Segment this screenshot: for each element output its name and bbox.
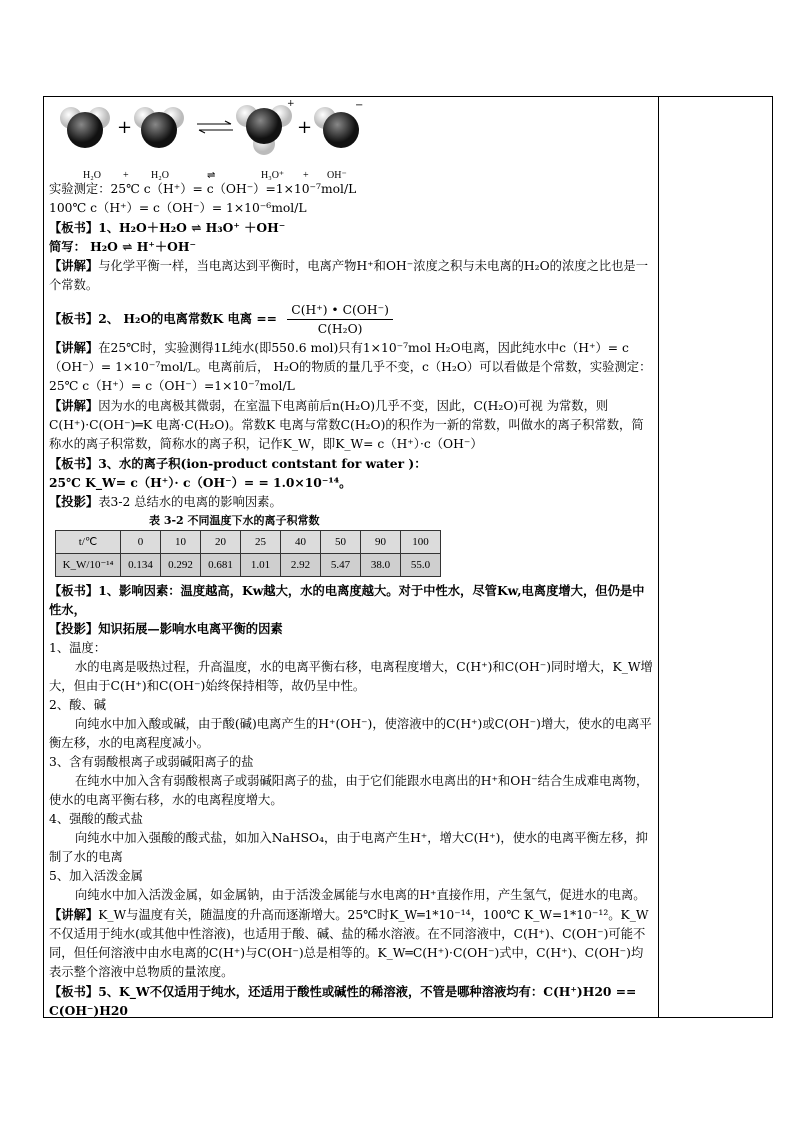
table-cell: 50 [321,531,361,554]
table-cell: 40 [281,531,321,554]
tag-lecture: 【讲解】 [49,907,99,922]
table-cell: 1.01 [241,554,281,577]
tag-projection: 【投影】 [49,621,99,636]
tag-board: 【板书】 [49,456,99,471]
knowledge-extension-title: 知识拓展—影响水电离平衡的因素 [98,621,283,636]
svg-text:+: + [287,99,295,109]
label-h2o-1: H₂O [83,170,101,181]
factor-heading-2: 2、酸、碱 [49,698,107,712]
lecture-text-2: 在25℃时，实验测得1L纯水(即550.6 mol)只有1×10⁻⁷mol H₂O电离，因此纯水中c（H⁺）= c（OH⁻）= 1×10⁻⁷mol/L。电离前后， H₂O的物质的量几乎不变，c（H₂O）可以看做是个常数，实验测定：25℃ c（H⁺）= c（OH⁻）=1×10⁻⁷mol/L [49,341,652,393]
table-cell: 20 [201,531,241,554]
factor-text-2: 向纯水中加入酸或碱，由于酸(碱)电离产生的H⁺(OH⁻)，使溶液中的C(H⁺)或C(OH⁻)增大，使水的电离平衡左移，水的电离程度减小。 [49,717,652,750]
table-cell: 2.92 [281,554,321,577]
table-cell: 100 [401,531,441,554]
lecture-note-2 [49,338,655,396]
lecture-text-1: 与化学平衡一样，当电离达到平衡时，电离产物H⁺和OH⁻浓度之积与未电离的H₂O的浓度之比也是一个常数。 [49,259,649,292]
label-plus-2: + [303,170,309,181]
equilibrium-arrow-icon [195,120,235,134]
fraction-denominator: C(H₂O) [317,322,363,336]
factor-text-5: 向纯水中加入活泼金属，如金属钠，由于活泼金属能与水电离的H⁺直接作用，产生氢气，促进水的电离。 [75,888,646,902]
table-cell: 10 [161,531,201,554]
table-cell: 0.681 [201,554,241,577]
lecture-note-1 [49,256,655,295]
ionization-constant-fraction [287,301,393,338]
ion-product-value: 25℃ K_W= c（H⁺）· c（OH⁻）= = 1.0×10⁻¹⁴。 [49,475,352,490]
table-cell: 55.0 [401,554,441,577]
table-row-label: K_W/10⁻¹⁴ [56,554,121,577]
equation-full: 1、H₂O＋H₂O ⇌ H₃O⁺ ＋OH⁻ [98,220,286,235]
table-header-row [56,531,441,554]
factor-text-1: 水的电离是吸热过程，升高温度，水的电离平衡右移，电离程度增大，C(H⁺)和C(OH⁻)同时增大，K_W增大，但由于C(H⁺)和C(OH⁻)始终保持相等，故仍呈中性。 [49,660,653,693]
table-caption: 表 3-2 不同温度下水的离子积常数 [149,514,320,527]
factor-heading-1: 1、温度： [49,641,107,655]
factor-heading-5: 5、加入活泼金属 [49,869,143,883]
board-note-1 [49,218,655,237]
label-oh: OH⁻ [327,170,347,181]
ionization-constant-label: 2、 H₂O的电离常数K 电离 == [98,311,277,326]
h3o-molecule [235,100,293,156]
board-note-4 [49,581,655,619]
table-cell: 0.292 [161,554,201,577]
kw-temperature-table [55,530,441,577]
plus-sign: + [297,117,313,138]
kw-applicability-text: 5、K_W不仅适用于纯水，还适用于酸性或碱性的稀溶液，不管是哪种溶液均有：C(H⁺)H20 == C(OH⁻)H20 [49,984,637,1018]
ion-product-heading: 3、水的离子积(ion-product contstant for water )： [98,456,427,471]
influence-factors-heading: 1、影响因素：温度越高，Kw越大，水的电离度越大。对于中性水，尽管Kw,电离度增大，但仍是中性水， [49,583,645,617]
oh-molecule [313,100,365,150]
projection-note-2 [49,619,655,639]
label-h3o: H₃O⁺ [261,170,285,181]
label-plus-1: + [123,170,129,181]
lecture-note-3 [49,396,655,454]
label-arrow: ⇌ [207,170,216,181]
tag-board: 【板书】 [49,583,99,598]
table-header-label: t/℃ [56,531,121,554]
table-cell: 38.0 [361,554,401,577]
fraction-numerator: C(H⁺) • C(OH⁻) [287,301,393,320]
projection-text-1: 表3-2 总结水的电离的影响因素。 [98,495,282,509]
table-cell: 5.47 [321,554,361,577]
h2o-molecule-1 [59,104,111,150]
board-note-5 [49,982,655,1020]
h2o-molecule-2 [133,104,185,150]
table-cell: 90 [361,531,401,554]
water-ionization-diagram [49,100,379,180]
factor-text-4: 向纯水中加入强酸的酸式盐，如加入NaHSO₄，由于电离产生H⁺，增大C(H⁺)，使水的电离平衡左移，抑制了水的电离 [49,831,648,864]
tag-lecture: 【讲解】 [49,398,99,413]
table-cell: 0 [121,531,161,554]
table-cell: 0.134 [121,554,161,577]
projection-note-1 [49,492,655,512]
tag-projection: 【投影】 [49,494,99,509]
tag-board: 【板书】 [49,220,99,235]
tag-board: 【板书】 [49,984,99,999]
factor-heading-3: 3、含有弱酸根离子或弱碱阳离子的盐 [49,755,254,769]
svg-text:−: − [355,100,364,111]
tag-lecture: 【讲解】 [49,258,99,273]
factor-heading-4: 4、强酸的酸式盐 [49,812,143,826]
table-cell: 25 [241,531,281,554]
tag-lecture: 【讲解】 [49,340,99,355]
measurement-100c: 100℃ c（H⁺）= c（OH⁻）= 1×10⁻⁶mol/L [49,201,307,215]
lesson-content [49,100,655,1020]
plus-sign: + [117,117,133,138]
lecture-note-4 [49,905,655,982]
lecture-text-3: 因为水的电离极其微弱，在室温下电离前后n(H₂O)几乎不变，因此，C(H₂O)可视 为常数，则C(H⁺)·C(OH⁻)═K 电离·C(H₂O)。常数K 电离与常数C(H₂O)的积作为一新的常数，叫做水的离子积常数，简称水的离子积常数，简称水的离子积，记作K_W，即K_W= c（H⁺）·c（OH⁻） [49,399,644,451]
tag-board: 【板书】 [49,311,99,326]
table-row [56,554,441,577]
board-note-3 [49,454,655,473]
lecture-text-4: K_W与温度有关，随温度的升高而逐渐增大。25℃时K_W═1*10⁻¹⁴，100℃ K_W=1*10⁻¹²。K_W不仅适用于纯水(或其他中性溶液)，也适用于酸、碱、盐的稀水溶液。在不同溶液中，C(H⁺)、C(OH⁻)可能不同，但任何溶液中由水电离的C(H⁺)与C(OH⁻)总是相等的。K_W═C(H⁺)·C(OH⁻)式中，C(H⁺)、C(OH⁻)均表示整个溶液中总物质的量浓度。 [49,908,649,979]
column-divider [658,96,659,1018]
label-h2o-2: H₂O [151,170,169,181]
measurement-25c: 实验测定：25℃ c（H⁺）= c（OH⁻）=1×10⁻⁷mol/L [49,182,357,196]
equation-short: 简写： H₂O ⇌ H⁺＋OH⁻ [49,239,196,254]
factor-text-3: 在纯水中加入含有弱酸根离子或弱碱阳离子的盐，由于它们能跟水电离出的H⁺和OH⁻结合生成难电离物，使水的电离平衡右移，水的电离程度增大。 [49,774,649,807]
board-note-2 [49,301,655,338]
